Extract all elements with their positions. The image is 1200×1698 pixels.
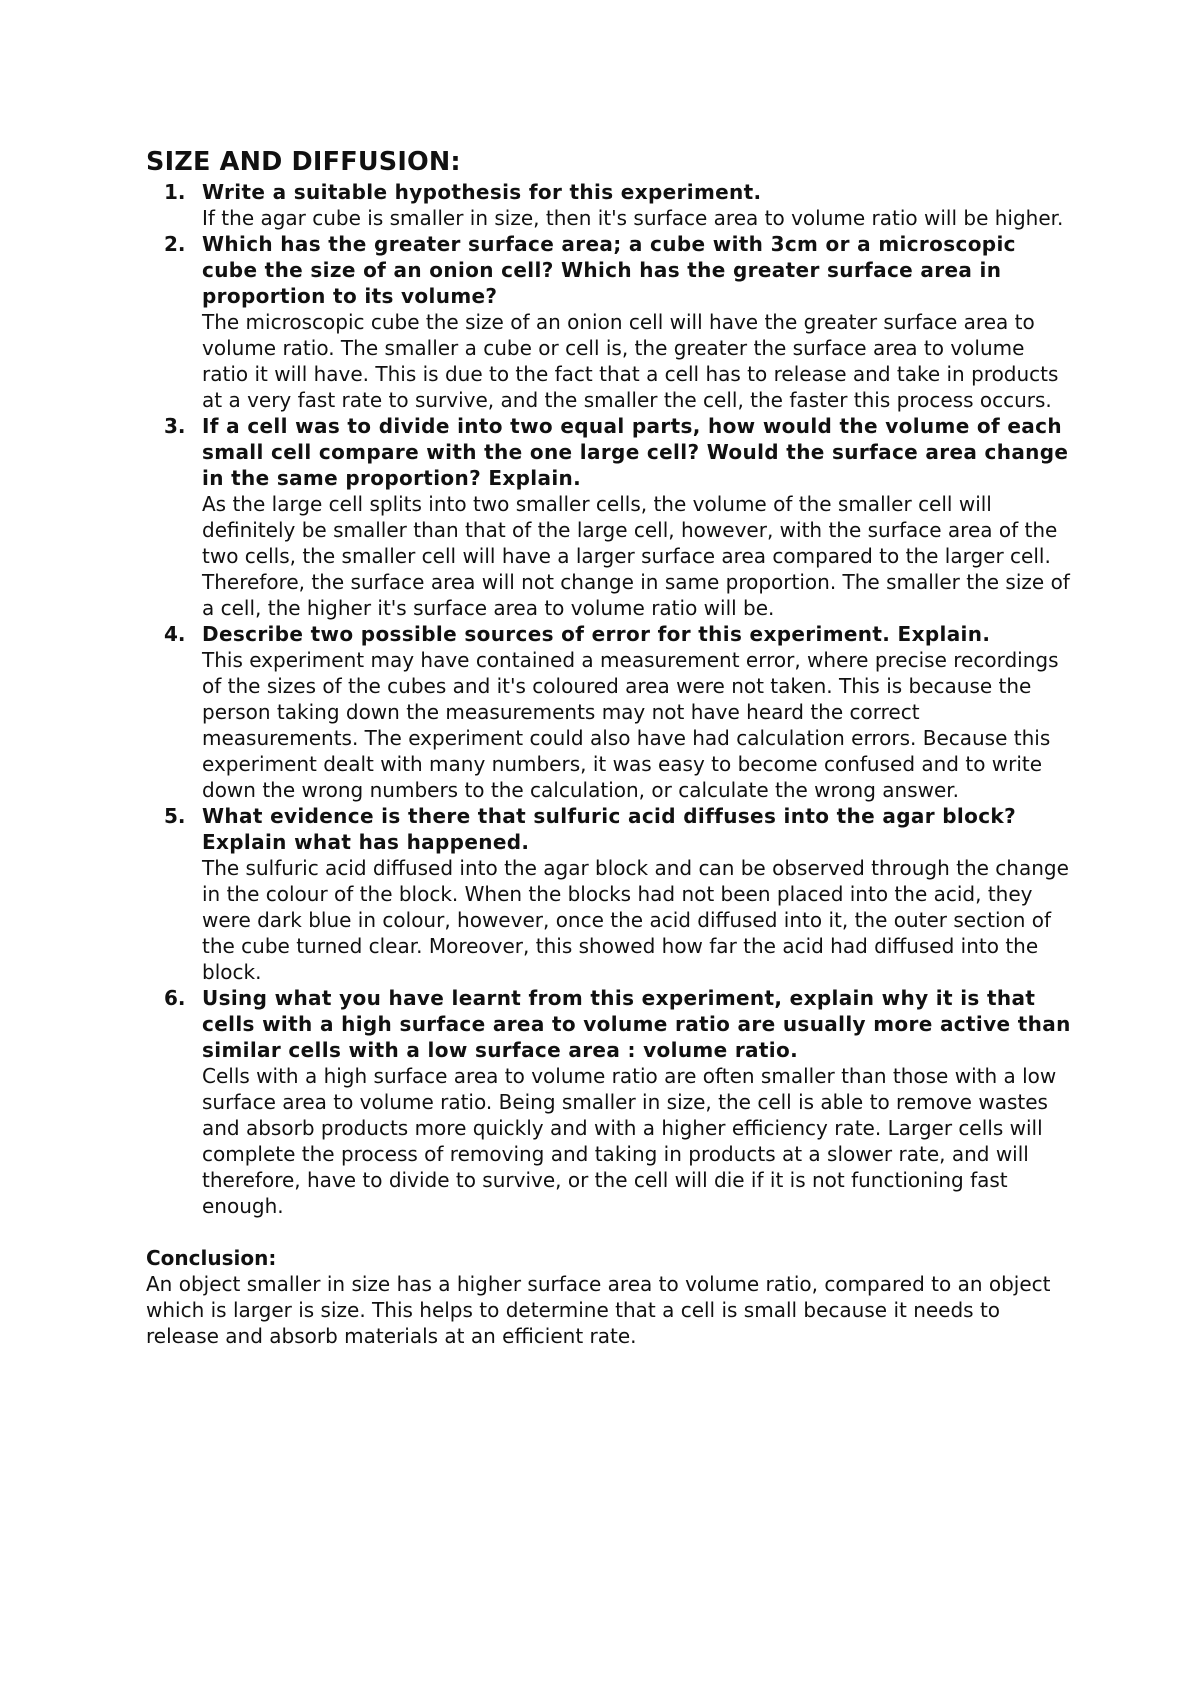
question-item-6 xyxy=(146,985,1076,1219)
page-title: SIZE AND DIFFUSION: xyxy=(146,147,461,177)
conclusion-text: An object smaller in size has a higher surface area to volume ratio, compared to an object which is larger is size. This helps to determine that a cell is small because it needs to release and absorb materials at an efficient rate. xyxy=(146,1272,1051,1348)
question-item-2 xyxy=(146,231,1076,413)
document-page xyxy=(146,145,1076,1349)
question-number: 6. xyxy=(164,986,186,1010)
question-list xyxy=(146,179,1076,1219)
question-number: 3. xyxy=(164,414,186,438)
conclusion-section xyxy=(146,1245,1076,1349)
question-item-1 xyxy=(146,179,1076,231)
question-number: 4. xyxy=(164,622,186,646)
question-text: Describe two possible sources of error for this experiment. Explain. xyxy=(202,622,991,646)
question-text: What evidence is there that sulfuric acid diffuses into the agar block? Explain what has happened. xyxy=(202,804,1017,854)
answer-text: As the large cell splits into two smaller cells, the volume of the smaller cell will definitely be smaller than that of the large cell, however, with the surface area of the two cells, the smaller cell will have a larger surface area compared to the larger cell. Therefore, the surface area will not change in same proportion. The smaller the size of a cell, the higher it's surface area to volume ratio will be. xyxy=(202,492,1070,620)
answer-text: The sulfuric acid diffused into the agar block and can be observed through the change in the colour of the block. When the blocks had not been placed into the acid, they were dark blue in colour, however, once the acid diffused into it, the outer section of the cube turned clear. Moreover, this showed how far the acid had diffused into the block. xyxy=(202,856,1069,984)
question-text: If a cell was to divide into two equal parts, how would the volume of each small cell compare with the one large cell? Would the surface area change in the same proportion? Explain. xyxy=(202,414,1069,490)
answer-text: If the agar cube is smaller in size, then it's surface area to volume ratio will be higher. xyxy=(202,206,1064,230)
question-number: 5. xyxy=(164,804,186,828)
answer-text: This experiment may have contained a measurement error, where precise recordings of the sizes of the cubes and it's coloured area were not taken. This is because the person taking down the measurements may not have heard the correct measurements. The experiment could also have had calculation errors. Because this experiment dealt with many numbers, it was easy to become confused and to write down the wrong numbers to the calculation, or calculate the wrong answer. xyxy=(202,648,1059,802)
question-number: 1. xyxy=(164,180,186,204)
conclusion-heading: Conclusion: xyxy=(146,1246,277,1270)
question-number: 2. xyxy=(164,232,186,256)
question-item-4 xyxy=(146,621,1076,803)
question-text: Which has the greater surface area; a cube with 3cm or a microscopic cube the size of an onion cell? Which has the greater surface area in proportion to its volume? xyxy=(202,232,1016,308)
question-item-5 xyxy=(146,803,1076,985)
answer-text: The microscopic cube the size of an onion cell will have the greater surface area to volume ratio. The smaller a cube or cell is, the greater the surface area to volume ratio it will have. This is due to the fact that a cell has to release and take in products at a very fast rate to survive, and the smaller the cell, the faster this process occurs. xyxy=(202,310,1059,412)
question-text: Write a suitable hypothesis for this experiment. xyxy=(202,180,762,204)
question-item-3 xyxy=(146,413,1076,621)
question-text: Using what you have learnt from this experiment, explain why it is that cells with a high surface area to volume ratio are usually more active than similar cells with a low surface area : volume ratio. xyxy=(202,986,1071,1062)
answer-text: Cells with a high surface area to volume ratio are often smaller than those with a low surface area to volume ratio. Being smaller in size, the cell is able to remove wastes and absorb products more quickly and with a higher efficiency rate. Larger cells will complete the process of removing and taking in products at a slower rate, and will therefore, have to divide to survive, or the cell will die if it is not functioning fast enough. xyxy=(202,1064,1057,1218)
